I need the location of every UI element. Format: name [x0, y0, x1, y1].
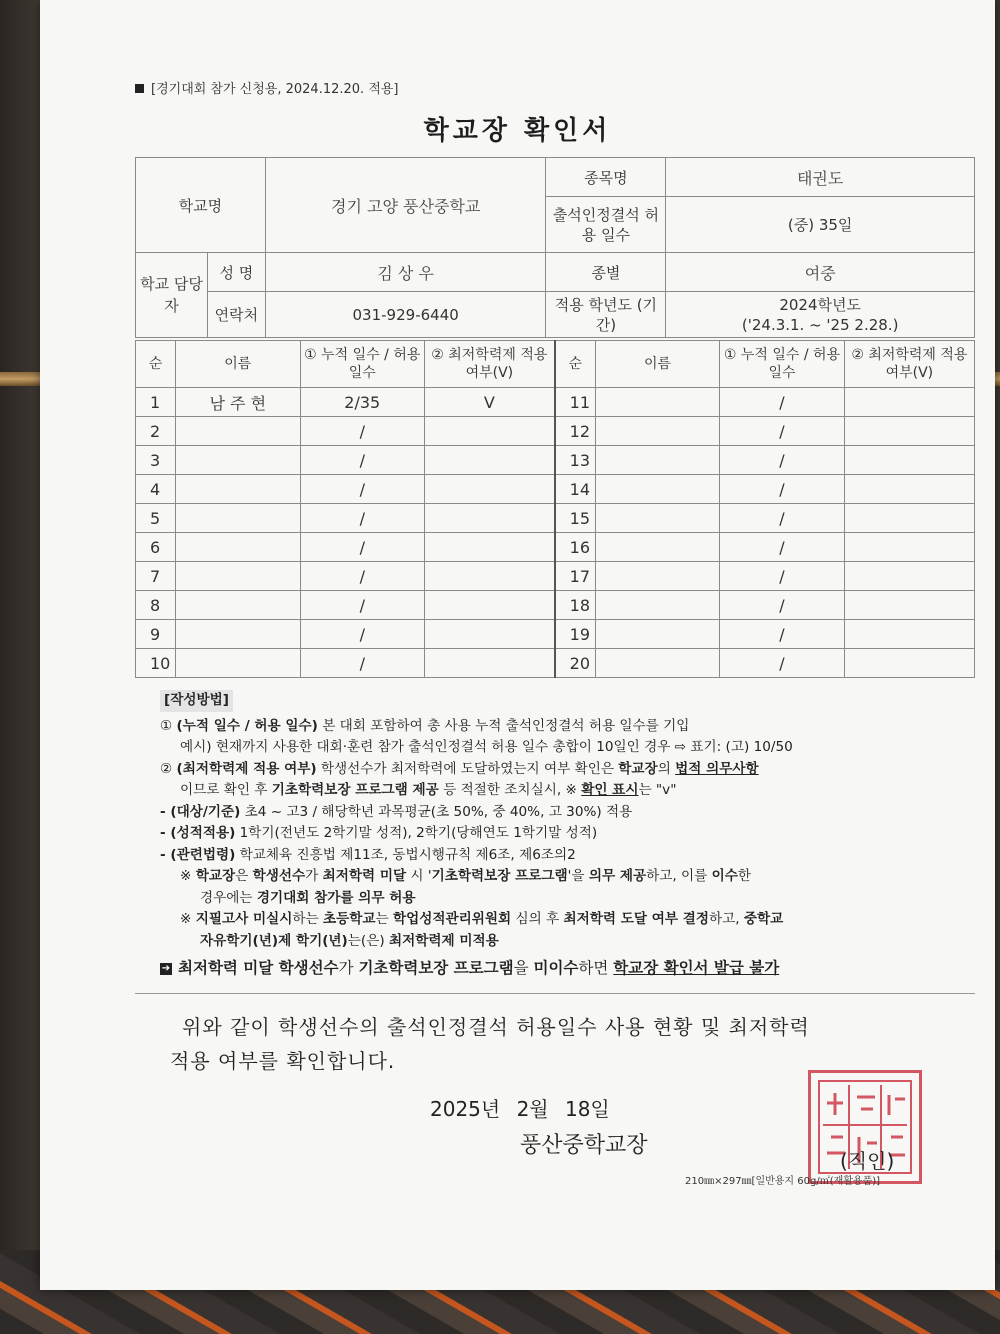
absence-days: / — [300, 417, 425, 446]
issue-date: 2025년 2월 18일 — [430, 1097, 610, 1121]
row-number: 12 — [555, 417, 596, 446]
paper-spec: 210㎜×297㎜[일반용지 60g/㎡(재활용품)] — [685, 1176, 881, 1187]
detail-law: - (관련법령) 학교체육 진흥법 제11조, 동법시행규칙 제6조, 제6조의2 — [160, 846, 576, 863]
student-name — [176, 562, 301, 591]
gender-value: 여중 — [666, 253, 975, 292]
absence-days: / — [720, 620, 845, 649]
year-value: 2024학년도 — [779, 295, 861, 314]
academic-check — [844, 388, 974, 417]
instructions-title: [작성방법] — [160, 690, 233, 712]
arrow-box-icon: ➔ — [161, 962, 171, 974]
table-row — [136, 475, 975, 504]
academic-check — [844, 562, 974, 591]
table-row — [136, 562, 975, 591]
student-name — [595, 504, 720, 533]
year-cell — [666, 292, 975, 338]
note-principal-duty: ※ 학교장은 학생선수가 최저학력 미달 시 '기초학력보장 프로그램'을 의무 제공하고, 이를 이수한 — [180, 868, 752, 884]
row-number: 3 — [136, 446, 176, 475]
document-title: 학교장 확인서 — [423, 116, 612, 146]
academic-check — [844, 446, 974, 475]
header-days-left: ① 누적 일수 / 허용 일수 — [300, 341, 425, 388]
academic-check: V — [425, 388, 555, 417]
absence-days: / — [720, 417, 845, 446]
sport-label: 종목명 — [546, 158, 666, 197]
absence-days: / — [300, 446, 425, 475]
principal-title: 풍산중학교장 — [520, 1133, 648, 1158]
confirmation-line-1: 위와 같이 학생선수의 출석인정결석 허용일수 사용 현황 및 최저학력 — [182, 1015, 810, 1039]
header-name-left: 이름 — [176, 341, 301, 388]
student-name — [176, 620, 301, 649]
detail-grades: - (성적적용) 1학기(전년도 2학기말 성적), 2학기(당해연도 1학기말 성적) — [160, 825, 598, 841]
absence-days: / — [300, 504, 425, 533]
absence-days: / — [720, 504, 845, 533]
row-number: 9 — [136, 620, 176, 649]
school-label: 학교명 — [136, 158, 266, 253]
name-value: 김 상 우 — [265, 253, 546, 292]
table-row — [136, 417, 975, 446]
absence-days: / — [300, 591, 425, 620]
absence-days: / — [300, 649, 425, 678]
academic-check — [425, 562, 555, 591]
absence-days: / — [300, 562, 425, 591]
instruction-item-1: ① (누적 일수 / 허용 일수) 본 대회 포함하여 총 사용 누적 출석인정결석 허용 일수를 기입 — [160, 717, 690, 734]
row-number: 5 — [136, 504, 176, 533]
header-days-right: ① 누적 일수 / 허용 일수 — [720, 341, 845, 388]
square-bullet-icon — [135, 84, 144, 93]
student-name — [176, 475, 301, 504]
confirmation-line-2: 적용 여부를 확인합니다. — [170, 1049, 396, 1073]
student-name — [176, 417, 301, 446]
row-number: 19 — [555, 620, 596, 649]
absence-days: / — [300, 475, 425, 504]
student-name — [595, 620, 720, 649]
row-number: 11 — [555, 388, 596, 417]
academic-check — [425, 475, 555, 504]
header-acad-right: ② 최저학력제 적용 여부(V) — [844, 341, 974, 388]
absence-days: / — [720, 649, 845, 678]
table-row — [136, 388, 975, 417]
divider — [135, 993, 975, 994]
student-name — [176, 504, 301, 533]
academic-check — [844, 417, 974, 446]
row-number: 20 — [555, 649, 596, 678]
row-number: 8 — [136, 591, 176, 620]
student-name — [595, 533, 720, 562]
school-value: 경기 고양 풍산중학교 — [265, 158, 546, 253]
academic-check — [844, 591, 974, 620]
row-number: 4 — [136, 475, 176, 504]
absence-days: / — [720, 533, 845, 562]
academic-check — [425, 620, 555, 649]
student-name — [176, 446, 301, 475]
academic-check — [844, 620, 974, 649]
row-number: 15 — [555, 504, 596, 533]
confirmation-text — [170, 1010, 970, 1078]
row-number: 14 — [555, 475, 596, 504]
absence-value: (중) 35일 — [666, 197, 975, 253]
row-number: 2 — [136, 417, 176, 446]
year-period: ('24.3.1. ~ '25 2.28.) — [741, 315, 899, 334]
academic-check — [844, 475, 974, 504]
sport-value: 태권도 — [666, 158, 975, 197]
student-name — [595, 475, 720, 504]
row-number: 1 — [136, 388, 176, 417]
student-name — [176, 533, 301, 562]
note-elementary: ※ 지필고사 미실시하는 초등학교는 학업성적관리위원회 심의 후 최저학력 도달 여부 결정하고, 중학교 — [180, 911, 784, 927]
student-name: 남 주 현 — [176, 388, 301, 417]
row-number: 7 — [136, 562, 176, 591]
academic-check — [844, 533, 974, 562]
academic-check — [425, 446, 555, 475]
note-elementary-line2: 자유학기(년)제 학기(년)는(은) 최저학력제 미적용 — [200, 932, 499, 949]
academic-check — [425, 504, 555, 533]
table-row — [136, 620, 975, 649]
absence-days: 2/35 — [300, 388, 425, 417]
academic-check — [844, 504, 974, 533]
academic-check — [425, 417, 555, 446]
academic-check — [844, 649, 974, 678]
row-number: 10 — [136, 649, 176, 678]
absence-days: / — [720, 475, 845, 504]
absence-days: / — [300, 620, 425, 649]
seal-mark-text: (직인) — [840, 1149, 895, 1173]
absence-days: / — [720, 446, 845, 475]
roster-body — [136, 388, 975, 678]
student-name — [595, 388, 720, 417]
absence-label: 출석인정결석 허용 일수 — [546, 197, 666, 253]
gender-label: 종별 — [546, 253, 666, 292]
table-row — [136, 533, 975, 562]
header-seq-right: 순 — [555, 341, 596, 388]
header-seq-left: 순 — [136, 341, 176, 388]
final-warning: ➔ 최저학력 미달 학생선수가 기초학력보장 프로그램을 미이수하면 학교장 확인서 발급 불가 — [161, 959, 780, 977]
instruction-item-2: ② (최저학력제 적용 여부) 학생선수가 최저학력에 도달하였는지 여부 확인은 학교장의 법적 의무사항 — [160, 760, 759, 777]
note-principal-duty-line2: 경우에는 경기대회 참가를 의무 허용 — [200, 889, 416, 906]
student-name — [595, 591, 720, 620]
academic-check — [425, 649, 555, 678]
absence-days: / — [720, 388, 845, 417]
student-name — [595, 446, 720, 475]
academic-check — [425, 533, 555, 562]
student-name — [595, 417, 720, 446]
info-table — [135, 157, 975, 338]
academic-check — [425, 591, 555, 620]
year-label: 적용 학년도 (기간) — [546, 292, 666, 338]
row-number: 16 — [555, 533, 596, 562]
detail-target: - (대상/기준) 초4 ~ 고3 / 해당학년 과목평균(초 50%, 중 40%, 고 30%) 적용 — [160, 803, 633, 820]
manager-label: 학교 담당자 — [136, 253, 208, 338]
student-name — [595, 562, 720, 591]
instruction-item-1-example: 예시) 현재까지 사용한 대회·훈련 참가 출석인정결석 허용 일수 총합이 10일인 경우 ⇨ 표기: (고) 10/50 — [180, 739, 793, 755]
table-row — [136, 504, 975, 533]
name-label: 성 명 — [207, 253, 265, 292]
table-row — [136, 649, 975, 678]
header-name-right: 이름 — [595, 341, 720, 388]
contact-label: 연락처 — [207, 292, 265, 338]
row-number: 17 — [555, 562, 596, 591]
student-name — [595, 649, 720, 678]
contact-value: 031-929-6440 — [265, 292, 546, 338]
row-number: 13 — [555, 446, 596, 475]
row-number: 6 — [136, 533, 176, 562]
header-note: [경기대회 참가 신청용, 2024.12.20. 적용] — [135, 78, 399, 97]
document-sheet — [40, 0, 995, 1290]
absence-days: / — [720, 562, 845, 591]
student-name — [176, 649, 301, 678]
student-name — [176, 591, 301, 620]
table-row — [136, 446, 975, 475]
instructions — [160, 690, 970, 980]
header-acad-left: ② 최저학력제 적용 여부(V) — [425, 341, 555, 388]
row-number: 18 — [555, 591, 596, 620]
table-row — [136, 591, 975, 620]
absence-days: / — [720, 591, 845, 620]
instruction-item-2-line2: 이므로 확인 후 기초학력보장 프로그램 제공 등 적절한 조치실시, ※ 확인 표시는 "v" — [180, 782, 677, 798]
absence-days: / — [300, 533, 425, 562]
roster-table — [135, 340, 975, 678]
